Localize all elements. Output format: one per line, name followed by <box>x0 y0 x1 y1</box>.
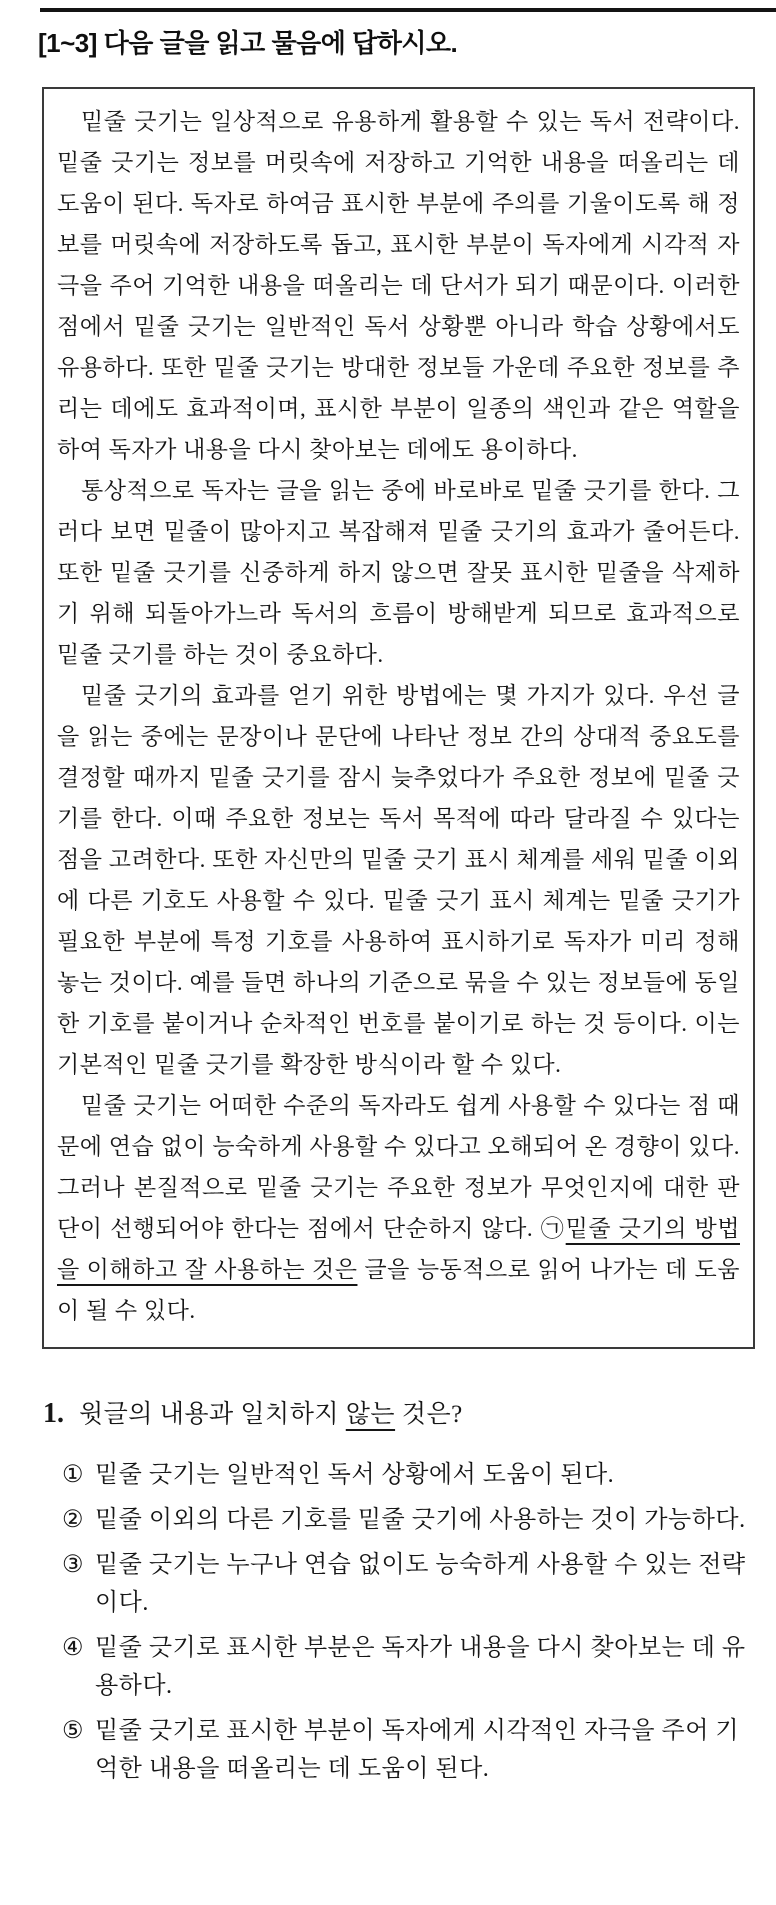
option-number-icon: ③ <box>62 1552 85 1578</box>
passage <box>57 101 740 1331</box>
question-head <box>43 1397 755 1432</box>
option-number-icon: ⑤ <box>62 1718 85 1744</box>
question-1 <box>43 1397 755 1788</box>
answer-option <box>62 1501 755 1539</box>
answer-option <box>62 1456 755 1494</box>
passage-box <box>42 87 755 1349</box>
question-text: 윗글의 내용과 일치하지 <box>79 1401 346 1428</box>
passage-underlined: 밑줄 긋기의 방법을 이해하고 잘 사용하는 것은 <box>57 1216 740 1282</box>
question-number: 1. <box>43 1398 64 1429</box>
passage-text: 밑줄 긋기는 어떠한 수준의 독자라도 쉽게 사용할 수 있다는 점 때문에 연습 없이 능숙하게 사용할 수 있다고 오해되어 온 경향이 있다. 그러나 본질적으로 밑줄 긋기는 주요한 정보가 무엇인지에 대한 판단이 선행되어야 한다는 점에서 단순하지 않다. ㉠ <box>57 1093 740 1241</box>
answer-option <box>62 1629 755 1705</box>
question-underlined: 않는 <box>345 1401 396 1428</box>
answer-option <box>62 1712 755 1788</box>
top-divider <box>40 8 776 12</box>
option-text: 밑줄 긋기는 일반적인 독서 상황에서 도움이 된다. <box>95 1462 615 1488</box>
passage-paragraph <box>57 1085 740 1331</box>
option-number-icon: ④ <box>62 1635 85 1661</box>
passage-paragraph <box>57 101 740 470</box>
answer-option <box>62 1546 755 1622</box>
question-text <box>79 1398 463 1432</box>
question-text: 것은? <box>395 1401 463 1428</box>
passage-text: 통상적으로 독자는 글을 읽는 중에 바로바로 밑줄 긋기를 한다. 그러다 보면 밑줄이 많아지고 복잡해져 밑줄 긋기의 효과가 줄어든다. 또한 밑줄 긋기를 신중하게 하지 않으면 잘못 표시한 밑줄을 삭제하기 위해 되돌아가느라 독서의 흐름이 방해받게 되므로 효과적으로 밑줄 긋기를 하는 것이 중요하다. <box>57 478 740 667</box>
option-text: 밑줄 긋기로 표시한 부분은 독자가 내용을 다시 찾아보는 데 유용하다. <box>95 1635 746 1699</box>
option-number-icon: ② <box>62 1507 85 1533</box>
passage-text: 밑줄 긋기의 효과를 얻기 위한 방법에는 몇 가지가 있다. 우선 글을 읽는 중에는 문장이나 문단에 나타난 정보 간의 상대적 중요도를 결정할 때까지 밑줄 긋기를 잠시 늦추었다가 주요한 정보에 밑줄 긋기를 한다. 이때 주요한 정보는 독서 목적에 따라 달라질 수 있다는 점을 고려한다. 또한 자신만의 밑줄 긋기 표시 체계를 세워 밑줄 이외에 다른 기호도 사용할 수 있다. 밑줄 긋기 표시 체계는 밑줄 긋기가 필요한 부분에 특정 기호를 사용하여 표시하기로 독자가 미리 정해 놓는 것이다. 예를 들면 하나의 기준으로 묶을 수 있는 정보들에 동일한 기호를 붙이거나 순차적인 번호를 붙이기로 하는 것 등이다. 이는 기본적인 밑줄 긋기를 확장한 방식이라 할 수 있다. <box>57 683 740 1077</box>
option-text: 밑줄 긋기는 누구나 연습 없이도 능숙하게 사용할 수 있는 전략이다. <box>95 1552 746 1616</box>
question-range-header: [1~3] 다음 글을 읽고 물음에 답하시오. <box>38 28 458 58</box>
option-text: 밑줄 이외의 다른 기호를 밑줄 긋기에 사용하는 것이 가능하다. <box>95 1507 746 1533</box>
answer-options <box>43 1456 755 1788</box>
option-number-icon: ① <box>62 1462 85 1488</box>
passage-text: 밑줄 긋기는 일상적으로 유용하게 활용할 수 있는 독서 전략이다. 밑줄 긋기는 정보를 머릿속에 저장하고 기억한 내용을 떠올리는 데 도움이 된다. 독자로 하여금 표시한 부분에 주의를 기울이도록 해 정보를 머릿속에 저장하도록 돕고, 표시한 부분이 독자에게 시각적 자극을 주어 기억한 내용을 떠올리는 데 단서가 되기 때문이다. 이러한 점에서 밑줄 긋기는 일반적인 독서 상황뿐 아니라 학습 상황에서도 유용하다. 또한 밑줄 긋기는 방대한 정보들 가운데 주요한 정보를 추리는 데에도 효과적이며, 표시한 부분이 일종의 색인과 같은 역할을 하여 독자가 내용을 다시 찾아보는 데에도 용이하다. <box>57 109 740 462</box>
option-text: 밑줄 긋기로 표시한 부분이 독자에게 시각적인 자극을 주어 기억한 내용을 떠올리는 데 도움이 된다. <box>95 1718 740 1782</box>
exam-page <box>0 8 776 1905</box>
passage-paragraph <box>57 470 740 675</box>
passage-paragraph <box>57 675 740 1085</box>
passage-text: 글을 능동적으로 읽어 나가는 데 도움이 될 수 있다. <box>57 1257 740 1323</box>
